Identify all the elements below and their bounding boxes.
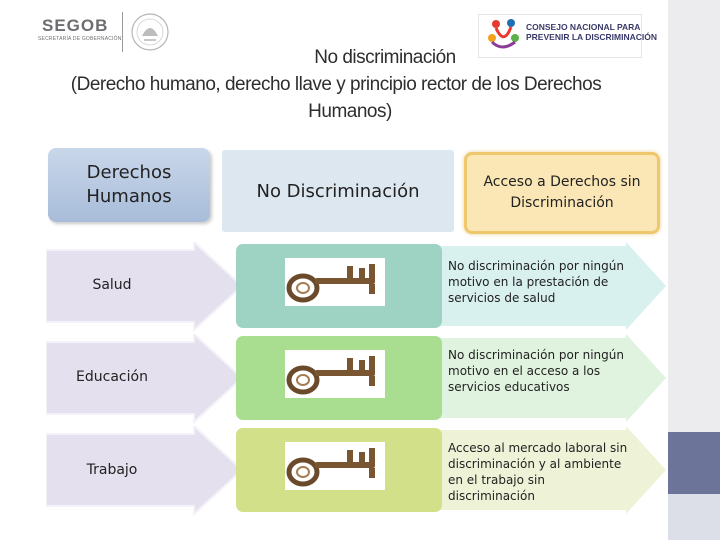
conapred-line1: CONSEJO NACIONAL PARA [526,22,641,32]
conapred-line2: PREVENIR LA DISCRIMINACIÓN [526,32,657,42]
title-line1: No discriminación [314,47,456,68]
right-decor-bar-bottom [668,494,720,540]
principle-header-box [222,150,454,232]
key-icon [285,350,385,398]
key-icon [285,442,385,490]
row-description-educacion: No discriminación por ningún motivo en el acceso a los servicios educativos [448,348,624,394]
row-label-educacion: Educación [76,369,148,385]
row-description-salud: No discriminación por ningún motivo en la prestación de servicios de salud [448,259,624,305]
row-description-trabajo: Acceso al mercado laboral sin discriminación y al ambiente en el trabajo sin discriminación [448,441,628,503]
access-header-label: Acceso a Derechos sin Discriminación [483,174,641,211]
segob-logo-subtitle: SECRETARÍA DE GOBERNACIÓN [38,36,122,42]
row-label-trabajo: Trabajo [86,462,138,478]
key-icon [285,258,385,306]
right-decor-bar-accent [668,432,720,494]
title-line3: Humanos) [308,101,392,122]
page-title [0,44,720,125]
segob-logo-text: SEGOB [42,16,109,35]
title-line2: (Derecho humano, derecho llave y principio rector de los Derechos [70,74,602,95]
conapred-logo-text [526,22,657,42]
principle-header-label: No Discriminación [256,180,420,202]
access-header-box [464,152,660,234]
row-label-salud: Salud [92,277,132,293]
rights-header-label: Derechos Humanos [86,162,172,207]
rights-header-box [48,148,210,222]
